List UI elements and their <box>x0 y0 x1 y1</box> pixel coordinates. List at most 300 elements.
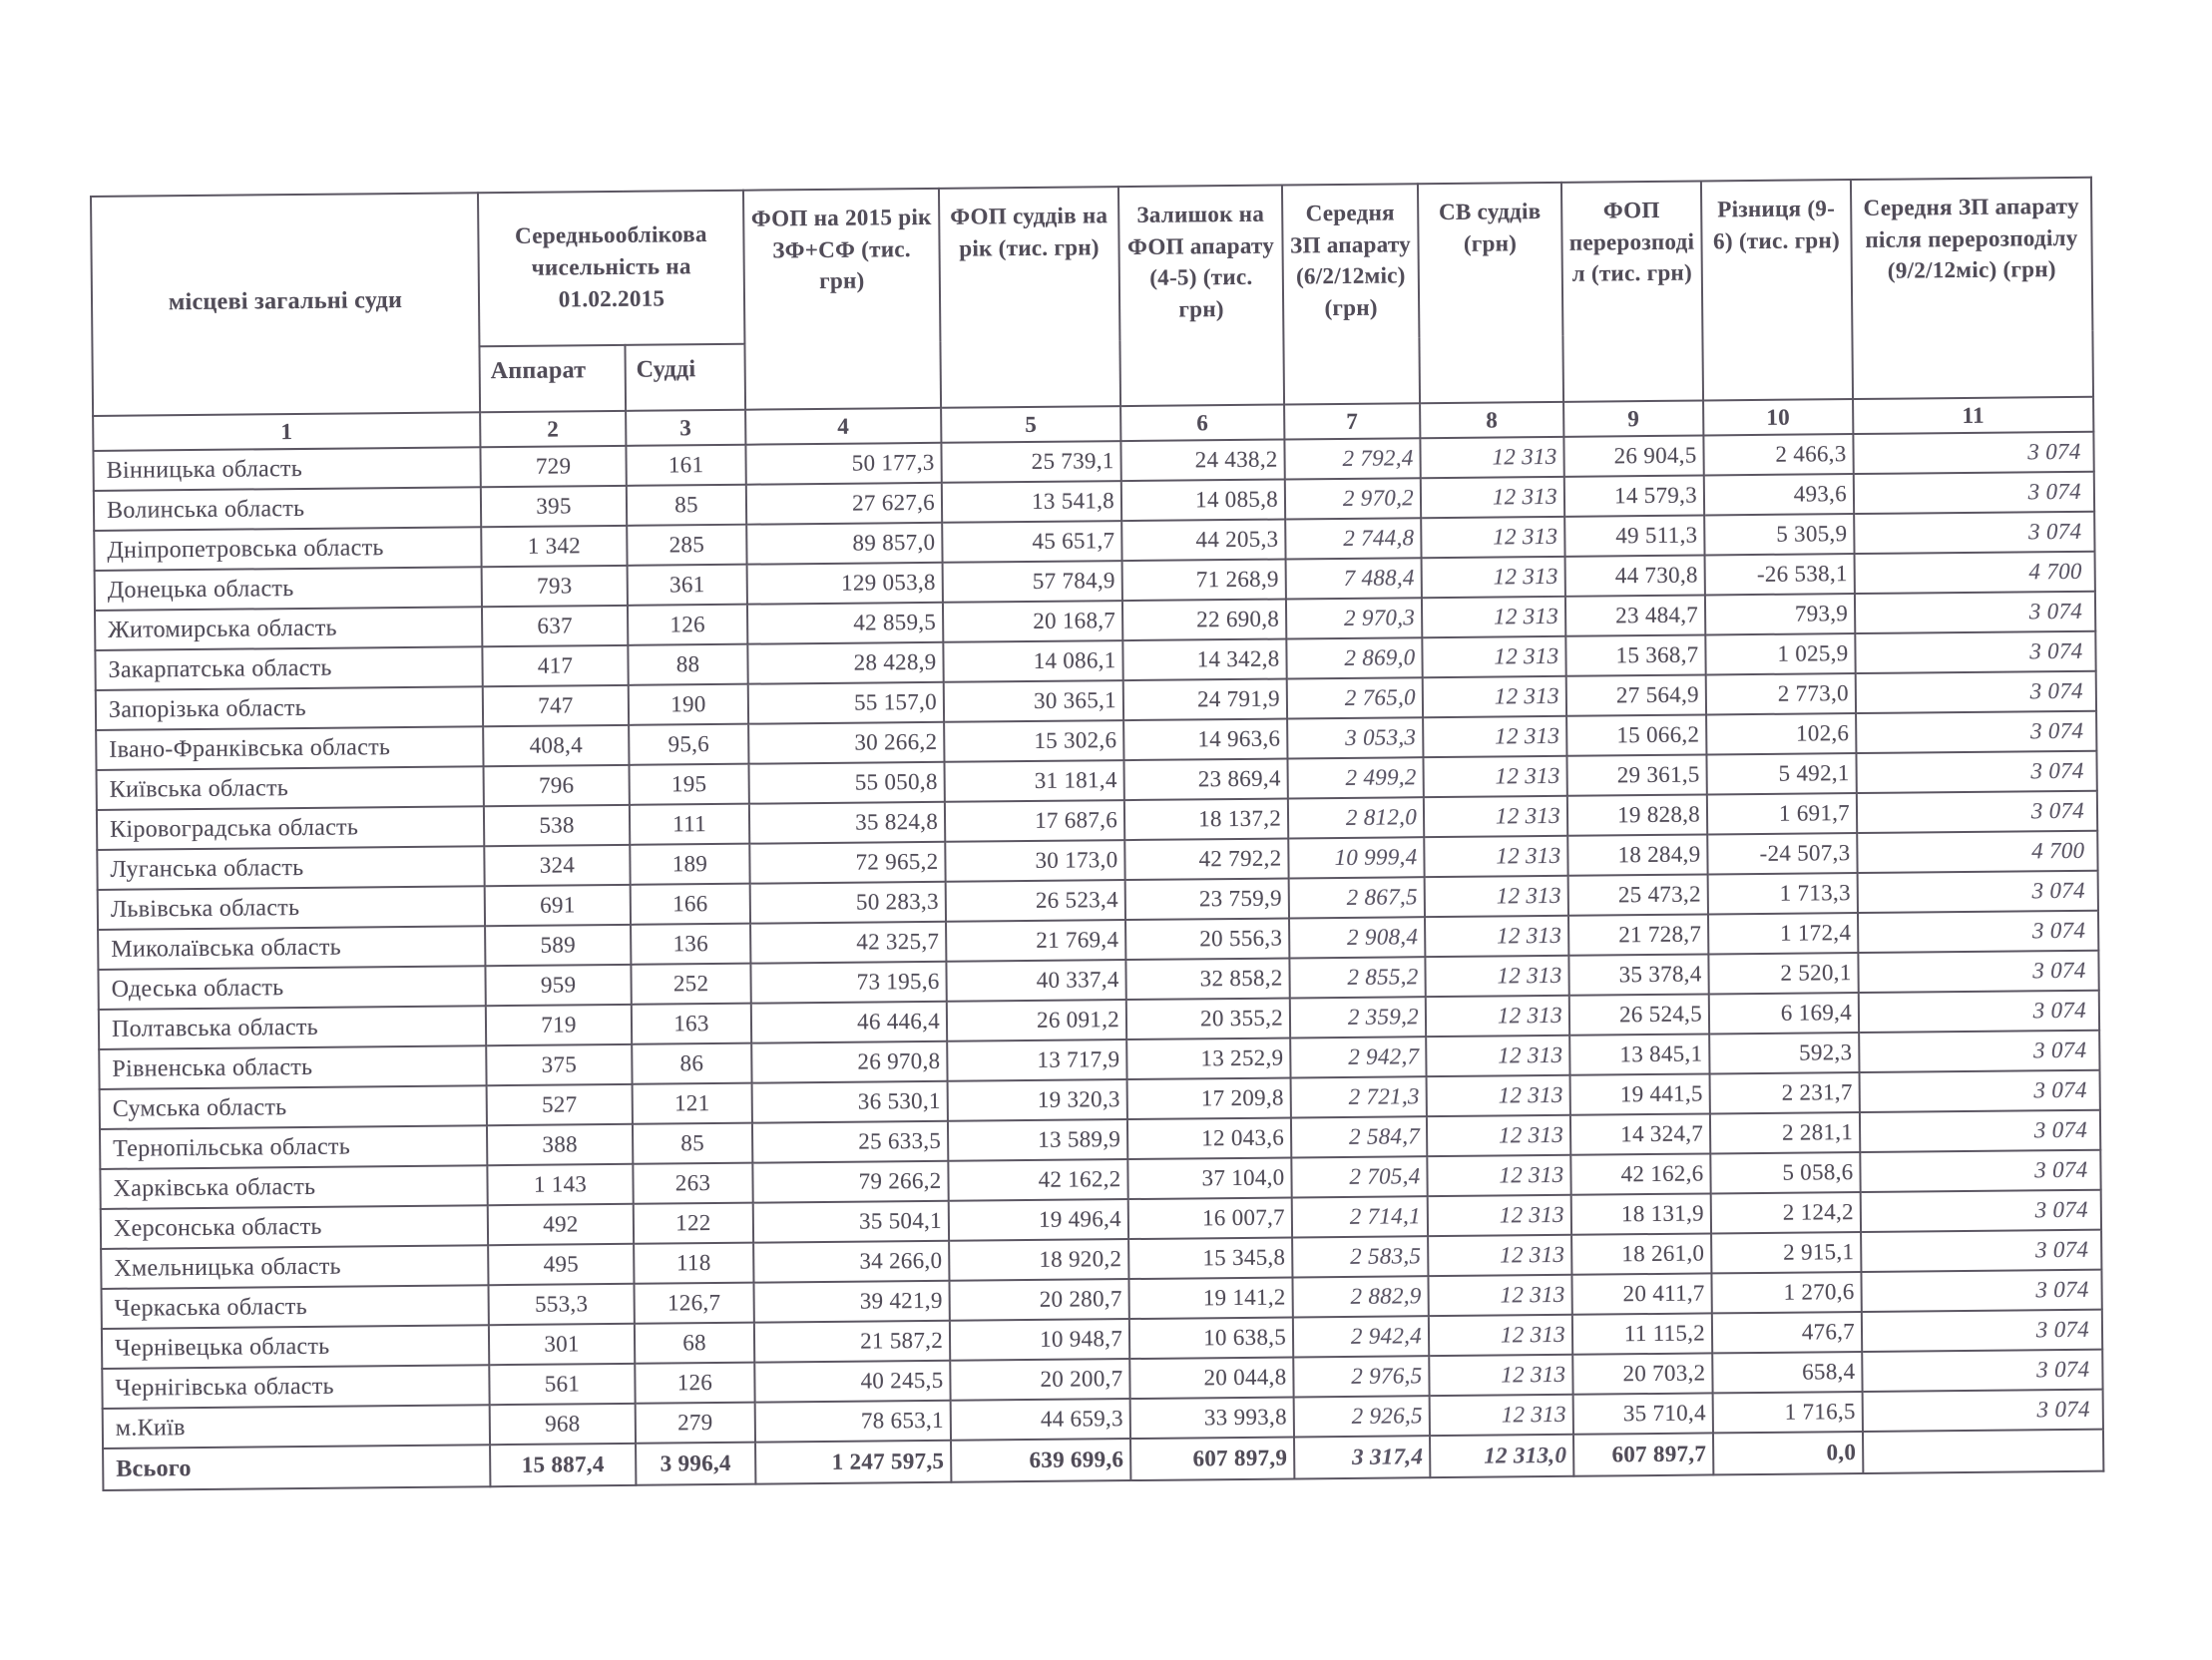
value-cell: 12 313 <box>1426 1036 1569 1076</box>
value-cell: 12 313 <box>1425 876 1568 917</box>
value-cell: 163 <box>632 1004 751 1044</box>
value-cell: 2 744,8 <box>1285 518 1421 559</box>
value-cell: 959 <box>485 965 631 1006</box>
value-cell: 45 651,7 <box>942 521 1121 563</box>
value-cell: 15 066,2 <box>1566 714 1706 755</box>
value-cell: 324 <box>484 845 630 886</box>
value-cell: 49 511,3 <box>1564 515 1704 556</box>
value-cell: 95,6 <box>629 724 748 765</box>
value-cell: 6 169,4 <box>1709 993 1859 1034</box>
value-cell: 14 342,8 <box>1122 639 1286 681</box>
value-cell: 1 716,5 <box>1713 1392 1863 1433</box>
value-cell: 166 <box>631 884 750 925</box>
value-cell: 3 074 <box>1856 671 2096 713</box>
value-cell: 13 589,9 <box>948 1119 1127 1161</box>
value-cell: 25 473,2 <box>1568 874 1708 915</box>
value-cell: 42 325,7 <box>750 922 946 964</box>
value-cell: 2 584,7 <box>1291 1116 1427 1157</box>
value-cell: 16 007,7 <box>1128 1197 1292 1239</box>
value-cell: 12 313,0 <box>1430 1435 1573 1477</box>
value-cell: 12 313 <box>1422 597 1565 637</box>
value-cell: 3 074 <box>1860 1150 2100 1192</box>
value-cell: 388 <box>487 1124 633 1165</box>
region-cell: Запорізька область <box>96 686 483 730</box>
value-cell: 34 266,0 <box>753 1241 949 1283</box>
value-cell: 19 320,3 <box>948 1079 1127 1121</box>
column-number: 2 <box>480 411 626 447</box>
value-cell: 50 283,3 <box>750 882 946 924</box>
region-cell: Рівненська область <box>99 1045 486 1089</box>
value-cell: 20 411,7 <box>1571 1273 1711 1314</box>
value-cell: 15 887,4 <box>490 1444 636 1486</box>
value-cell: 3 074 <box>1857 791 2097 833</box>
value-cell: 3 074 <box>1859 1031 2099 1072</box>
value-cell: 89 857,0 <box>746 523 942 565</box>
region-cell: Волинська область <box>94 487 481 531</box>
value-cell: 19 441,5 <box>1570 1073 1710 1114</box>
value-cell: 1 691,7 <box>1707 793 1857 834</box>
region-cell: Донецька область <box>95 567 482 611</box>
value-cell: 19 141,2 <box>1128 1277 1292 1319</box>
value-cell: 46 446,4 <box>751 1002 947 1043</box>
value-cell: 18 920,2 <box>949 1239 1128 1281</box>
value-cell: 3 074 <box>1856 751 2096 793</box>
value-cell: 17 687,6 <box>945 800 1124 842</box>
value-cell: 31 181,4 <box>945 760 1124 802</box>
value-cell: 10 948,7 <box>950 1319 1129 1361</box>
region-cell: Київська область <box>97 766 484 810</box>
value-cell: 42 162,2 <box>948 1159 1127 1201</box>
value-cell: 35 824,8 <box>749 802 945 844</box>
value-cell: 23 759,9 <box>1125 878 1289 920</box>
value-cell: 17 209,8 <box>1127 1077 1291 1119</box>
value-cell: 14 085,8 <box>1121 480 1285 522</box>
value-cell: 13 717,9 <box>947 1039 1126 1081</box>
col-header-fop-redistribution: ФОП перерозподіл (тис. грн) <box>1561 181 1703 401</box>
col-header-avg-salary-after: Середня ЗП апарату після перерозподілу (9/2/12міс) (грн) <box>1851 178 2093 399</box>
value-cell: 21 769,4 <box>946 920 1125 962</box>
value-cell: 27 564,9 <box>1566 674 1706 715</box>
value-cell: 12 313 <box>1422 636 1565 677</box>
value-cell: 527 <box>487 1084 633 1125</box>
value-cell: 44 659,3 <box>951 1399 1130 1441</box>
value-cell: 12 313 <box>1421 477 1564 518</box>
value-cell: 2 583,5 <box>1292 1236 1428 1277</box>
column-number: 10 <box>1703 399 1853 435</box>
value-cell: 18 261,0 <box>1571 1233 1711 1274</box>
value-cell: 607 897,9 <box>1130 1437 1294 1480</box>
value-cell: 35 378,4 <box>1568 954 1708 995</box>
value-cell: 408,4 <box>483 725 629 766</box>
value-cell: 3 074 <box>1854 512 2094 554</box>
region-cell: Закарпатська область <box>95 646 482 690</box>
value-cell: 279 <box>636 1403 755 1444</box>
value-cell: 24 438,2 <box>1120 440 1284 482</box>
value-cell: 2 970,2 <box>1285 478 1421 519</box>
value-cell: 493,6 <box>1704 474 1854 515</box>
region-cell: Херсонська область <box>101 1205 488 1249</box>
value-cell: 2 882,9 <box>1292 1276 1428 1317</box>
value-cell: 14 324,7 <box>1570 1113 1710 1154</box>
col-header-average-count: Середньооблікова чисельність на 01.02.2015 <box>478 191 744 347</box>
value-cell: 12 313 <box>1422 557 1565 598</box>
value-cell: 42 792,2 <box>1124 838 1288 880</box>
column-number: 5 <box>941 406 1120 443</box>
value-cell: 1 713,3 <box>1708 873 1858 914</box>
value-cell: 44 730,8 <box>1565 555 1705 596</box>
value-cell: 3 074 <box>1863 1390 2103 1432</box>
value-cell: 3 053,3 <box>1287 717 1423 758</box>
value-cell: 3 074 <box>1853 432 2093 474</box>
value-cell: 12 313 <box>1423 756 1566 797</box>
value-cell: 12 313 <box>1423 676 1566 717</box>
value-cell: 2 908,4 <box>1289 917 1425 958</box>
column-number: 7 <box>1284 403 1420 439</box>
region-cell: Миколаївська область <box>98 926 485 970</box>
value-cell: 72 965,2 <box>749 842 945 884</box>
value-cell: 195 <box>630 764 749 805</box>
value-cell: 21 587,2 <box>754 1321 950 1363</box>
region-cell: Черкаська область <box>102 1285 489 1329</box>
value-cell: 2 942,4 <box>1293 1316 1429 1357</box>
value-cell: 26 904,5 <box>1563 435 1703 476</box>
value-cell: 3 074 <box>1862 1350 2102 1392</box>
column-number: 3 <box>626 410 745 446</box>
value-cell: 12 313 <box>1427 1075 1570 1116</box>
value-cell: 492 <box>488 1204 634 1245</box>
value-cell: 26 523,4 <box>946 880 1125 922</box>
value-cell: 2 942,7 <box>1290 1037 1426 1077</box>
value-cell: 0,0 <box>1713 1432 1863 1474</box>
value-cell: 417 <box>482 645 628 686</box>
value-cell: 12 313 <box>1430 1395 1573 1436</box>
value-cell: 20 703,2 <box>1572 1353 1712 1394</box>
value-cell: 1 270,6 <box>1711 1272 1861 1313</box>
value-cell: 2 721,3 <box>1291 1076 1427 1117</box>
value-cell: 39 421,9 <box>754 1281 950 1323</box>
value-cell: 129 053,8 <box>747 563 943 605</box>
region-cell: Чернігівська область <box>102 1365 489 1409</box>
value-cell: 20 556,3 <box>1125 918 1289 960</box>
value-cell: 3 074 <box>1854 472 2094 514</box>
value-cell: 10 638,5 <box>1129 1317 1293 1359</box>
value-cell: 126 <box>628 605 747 645</box>
value-cell: 14 963,6 <box>1123 719 1287 761</box>
value-cell: 14 579,3 <box>1564 475 1704 516</box>
value-cell: 793,9 <box>1705 594 1855 634</box>
value-cell: 12 313 <box>1427 1115 1570 1156</box>
value-cell: 20 200,7 <box>950 1359 1129 1401</box>
value-cell: 25 739,1 <box>941 441 1120 483</box>
value-cell: 21 728,7 <box>1568 914 1708 955</box>
region-cell: Хмельницька область <box>101 1245 488 1289</box>
region-cell: Вінницька область <box>93 447 480 491</box>
value-cell: 3 074 <box>1859 991 2099 1033</box>
value-cell: 12 313 <box>1421 517 1564 558</box>
value-cell: 7 488,4 <box>1286 558 1422 599</box>
value-cell: 2 976,5 <box>1293 1356 1429 1397</box>
value-cell: -26 538,1 <box>1705 554 1855 595</box>
value-cell: 20 044,8 <box>1129 1357 1293 1399</box>
value-cell: 42 162,6 <box>1570 1153 1710 1194</box>
value-cell: 2 773,0 <box>1706 673 1856 714</box>
value-cell: 18 284,9 <box>1567 834 1707 875</box>
value-cell: 190 <box>629 684 748 725</box>
region-cell: Кіровоградська область <box>97 806 484 850</box>
value-cell: 1 342 <box>481 526 627 567</box>
value-cell: 796 <box>484 765 630 806</box>
value-cell: 2 855,2 <box>1289 957 1425 998</box>
value-cell: 19 828,8 <box>1567 794 1707 835</box>
value-cell: 12 313 <box>1425 956 1568 997</box>
table-body <box>93 432 2103 1490</box>
value-cell: 3 074 <box>1858 911 2098 953</box>
value-cell: 3 074 <box>1856 711 2096 753</box>
value-cell: 24 791,9 <box>1123 679 1287 721</box>
value-cell: 20 168,7 <box>943 601 1122 642</box>
col-header-apparatus: Аппарат <box>479 345 626 412</box>
col-header-sv-judges: СВ суддів (грн) <box>1418 183 1563 403</box>
value-cell: 20 280,7 <box>949 1279 1128 1321</box>
value-cell: 15 345,8 <box>1128 1237 1292 1279</box>
value-cell: 55 050,8 <box>749 762 945 804</box>
value-cell: 20 355,2 <box>1126 998 1290 1039</box>
value-cell: 12 313 <box>1429 1355 1572 1396</box>
value-cell: 2 970,3 <box>1286 598 1422 638</box>
value-cell: 12 313 <box>1429 1315 1572 1356</box>
value-cell: 12 313 <box>1428 1235 1571 1276</box>
value-cell: 968 <box>490 1404 636 1445</box>
value-cell: 14 086,1 <box>943 640 1122 682</box>
value-cell: 2 705,4 <box>1291 1156 1427 1197</box>
value-cell: 11 115,2 <box>1572 1313 1712 1354</box>
column-number: 4 <box>745 408 941 445</box>
col-header-difference: Різниця (9-6) (тис. грн) <box>1701 180 1853 400</box>
value-cell: 18 131,9 <box>1571 1193 1711 1234</box>
value-cell: 35 710,4 <box>1573 1393 1713 1434</box>
value-cell: 553,3 <box>489 1284 635 1325</box>
value-cell: 121 <box>633 1083 752 1124</box>
value-cell: 3 074 <box>1861 1270 2101 1312</box>
value-cell: 12 313 <box>1423 716 1566 757</box>
value-cell: 729 <box>480 446 626 487</box>
value-cell: 561 <box>489 1364 635 1405</box>
value-cell: 86 <box>632 1043 751 1084</box>
value-cell: 126,7 <box>634 1283 753 1324</box>
region-cell: Житомирська область <box>95 607 482 650</box>
value-cell: 30 266,2 <box>748 722 944 764</box>
region-cell: Одеська область <box>98 966 485 1010</box>
col-header-remainder: Залишок на ФОП апарату (4-5) (тис. грн) <box>1118 186 1284 407</box>
value-cell: 15 302,6 <box>944 720 1123 762</box>
value-cell: 30 173,0 <box>945 840 1124 882</box>
value-cell: 691 <box>485 885 631 926</box>
value-cell: 5 492,1 <box>1706 753 1856 794</box>
value-cell: 639 699,6 <box>951 1439 1130 1482</box>
value-cell: 27 627,6 <box>746 483 942 525</box>
value-cell: 12 043,6 <box>1127 1117 1291 1159</box>
value-cell: 189 <box>630 844 749 885</box>
value-cell: 30 365,1 <box>944 680 1123 722</box>
value-cell: 1 247 597,5 <box>755 1441 951 1484</box>
value-cell: 361 <box>628 565 747 606</box>
value-cell: 78 653,1 <box>755 1401 951 1443</box>
value-cell: 3 074 <box>1855 631 2095 673</box>
value-cell: 10 999,4 <box>1288 837 1424 878</box>
value-cell: 2 869,0 <box>1286 637 1422 678</box>
value-cell: 12 313 <box>1425 916 1568 957</box>
value-cell: 26 091,2 <box>947 1000 1126 1041</box>
value-cell: 118 <box>634 1243 753 1284</box>
value-cell: 592,3 <box>1709 1033 1859 1073</box>
value-cell: 36 530,1 <box>752 1081 948 1123</box>
value-cell: 2 466,3 <box>1703 434 1853 475</box>
value-cell: 285 <box>627 525 746 566</box>
value-cell: 589 <box>485 925 631 966</box>
value-cell: 3 074 <box>1858 951 2098 993</box>
col-header-avg-salary: Середня ЗП апарату (6/2/12міс) (грн) <box>1282 184 1420 404</box>
value-cell: 12 313 <box>1426 996 1569 1037</box>
value-cell: 1 172,4 <box>1708 913 1858 954</box>
col-header-judges: Судді <box>625 344 745 411</box>
value-cell: 13 252,9 <box>1126 1038 1290 1079</box>
value-cell: 658,4 <box>1712 1352 1862 1393</box>
col-header-fop-judges: ФОП суддів на рік (тис. грн) <box>939 187 1120 408</box>
region-cell: Харківська область <box>100 1165 487 1209</box>
region-cell: Полтавська область <box>99 1006 486 1049</box>
value-cell: 57 784,9 <box>943 561 1122 603</box>
column-number: 9 <box>1563 400 1703 436</box>
value-cell: 4 700 <box>1857 831 2097 873</box>
value-cell: 12 313 <box>1427 1155 1570 1196</box>
value-cell: 15 368,7 <box>1565 634 1705 675</box>
value-cell: 28 428,9 <box>747 642 943 684</box>
value-cell: 126 <box>635 1363 754 1404</box>
value-cell: 19 496,4 <box>949 1199 1128 1241</box>
value-cell: 40 337,4 <box>946 960 1125 1002</box>
value-cell: 68 <box>635 1323 754 1364</box>
value-cell: 2 714,1 <box>1292 1196 1428 1237</box>
value-cell: 2 520,1 <box>1708 953 1858 994</box>
value-cell: 1 143 <box>487 1164 633 1205</box>
value-cell: 25 633,5 <box>752 1121 948 1163</box>
value-cell: 3 074 <box>1860 1110 2100 1152</box>
value-cell: 3 074 <box>1858 871 2098 913</box>
value-cell: 111 <box>630 804 749 845</box>
value-cell: 32 858,2 <box>1125 958 1289 1000</box>
value-cell: 71 268,9 <box>1122 560 1286 602</box>
value-cell: 3 074 <box>1861 1230 2101 1272</box>
column-number: 6 <box>1120 405 1284 442</box>
value-cell: 85 <box>633 1123 752 1164</box>
value-cell: 2 124,2 <box>1711 1192 1861 1233</box>
value-cell: 2 765,0 <box>1287 677 1423 718</box>
value-cell: 3 317,4 <box>1294 1436 1430 1478</box>
value-cell: 2 926,5 <box>1294 1396 1430 1437</box>
value-cell: 252 <box>631 964 750 1005</box>
value-cell: 13 541,8 <box>942 481 1121 523</box>
value-cell: 5 305,9 <box>1704 514 1854 555</box>
value-cell: 2 281,1 <box>1710 1112 1860 1153</box>
value-cell: 2 812,0 <box>1288 797 1424 838</box>
value-cell: 18 137,2 <box>1124 799 1288 841</box>
value-cell: 375 <box>486 1044 632 1085</box>
value-cell <box>1863 1430 2103 1473</box>
value-cell: 263 <box>633 1163 752 1204</box>
region-cell: Чернівецька область <box>102 1325 489 1369</box>
value-cell: 12 313 <box>1428 1275 1571 1316</box>
value-cell: 495 <box>488 1244 634 1285</box>
value-cell: 2 499,2 <box>1287 757 1423 798</box>
value-cell: 12 313 <box>1420 437 1563 478</box>
value-cell: 44 205,3 <box>1121 520 1285 562</box>
value-cell: 12 313 <box>1428 1195 1571 1236</box>
region-cell: Сумська область <box>100 1085 487 1129</box>
value-cell: 3 074 <box>1862 1310 2102 1352</box>
value-cell: 26 524,5 <box>1569 994 1709 1035</box>
col-header-fop-2015: ФОП на 2015 рік ЗФ+СФ (тис. грн) <box>743 189 941 410</box>
value-cell: 3 074 <box>1860 1070 2100 1112</box>
value-cell: 102,6 <box>1706 713 1856 754</box>
value-cell: 26 970,8 <box>751 1041 947 1083</box>
value-cell: 37 104,0 <box>1127 1157 1291 1199</box>
value-cell: 4 700 <box>1855 552 2095 594</box>
value-cell: 301 <box>489 1324 635 1365</box>
value-cell: 122 <box>634 1203 753 1244</box>
value-cell: 42 859,5 <box>747 603 943 644</box>
column-number: 8 <box>1420 402 1563 438</box>
value-cell: 33 993,8 <box>1130 1397 1294 1439</box>
region-cell: м.Київ <box>103 1405 490 1449</box>
value-cell: 13 845,1 <box>1569 1034 1709 1074</box>
value-cell: 2 231,7 <box>1710 1072 1860 1113</box>
value-cell: 79 266,2 <box>752 1161 948 1203</box>
value-cell: 22 690,8 <box>1122 600 1286 641</box>
value-cell: 85 <box>627 485 746 526</box>
region-cell: Луганська область <box>97 846 484 890</box>
value-cell: 793 <box>482 566 628 607</box>
table-header <box>91 178 2093 451</box>
region-cell: Тернопільська область <box>100 1125 487 1169</box>
value-cell: 29 361,5 <box>1566 754 1706 795</box>
region-cell: Дніпропетровська область <box>94 527 481 571</box>
value-cell: 395 <box>481 486 627 527</box>
value-cell: 40 245,5 <box>754 1361 950 1403</box>
salary-table <box>90 177 2104 1491</box>
value-cell: 55 157,0 <box>748 682 944 724</box>
value-cell: 88 <box>628 644 747 685</box>
value-cell: 476,7 <box>1712 1312 1862 1353</box>
column-number: 1 <box>93 412 480 451</box>
value-cell: 161 <box>626 445 745 486</box>
value-cell: 136 <box>631 924 750 965</box>
value-cell: 719 <box>486 1005 632 1045</box>
value-cell: 2 915,1 <box>1711 1232 1861 1273</box>
value-cell: 73 195,6 <box>750 962 946 1004</box>
value-cell: 3 996,4 <box>636 1443 755 1485</box>
value-cell: 1 025,9 <box>1705 633 1855 674</box>
value-cell: 2 359,2 <box>1290 997 1426 1038</box>
value-cell: 23 484,7 <box>1565 595 1705 635</box>
value-cell: 12 313 <box>1424 796 1567 837</box>
value-cell: 5 058,6 <box>1710 1152 1860 1193</box>
value-cell: 637 <box>482 606 628 646</box>
value-cell: -24 507,3 <box>1707 833 1857 874</box>
value-cell: 3 074 <box>1855 592 2095 633</box>
region-cell: Львівська область <box>98 886 485 930</box>
value-cell: 538 <box>484 805 630 846</box>
region-cell: Всього <box>103 1445 490 1490</box>
